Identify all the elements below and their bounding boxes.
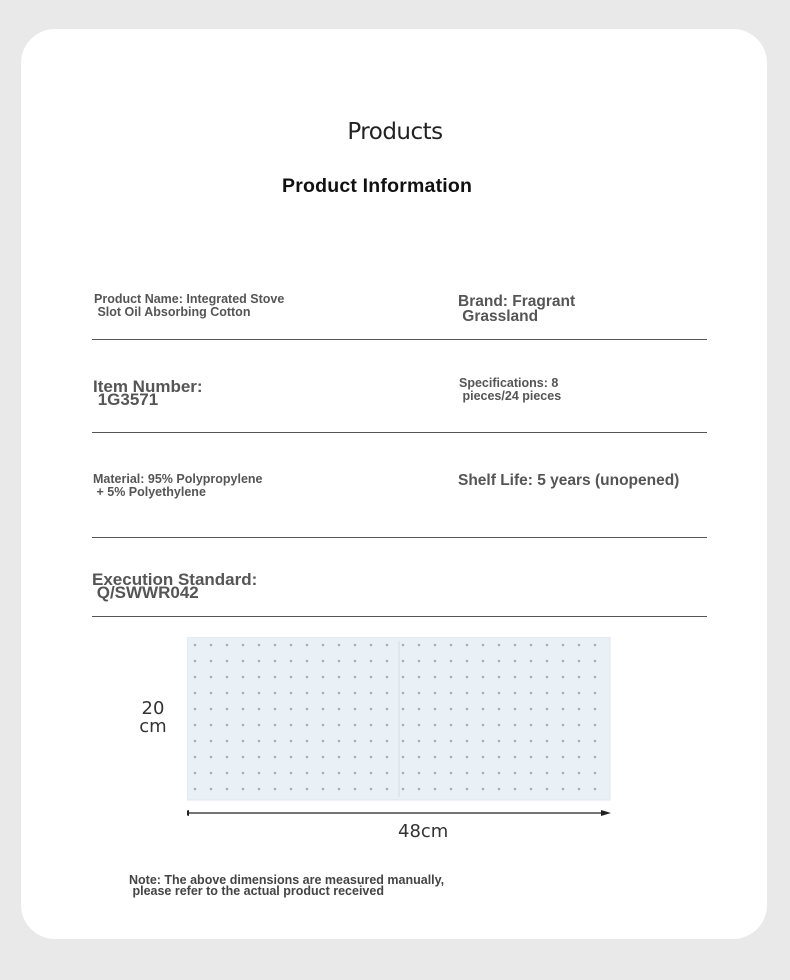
section-title: Product Information bbox=[282, 175, 473, 197]
divider bbox=[92, 339, 707, 340]
divider bbox=[92, 432, 707, 433]
material-field: Material: 95% Polypropylene + 5% Polyethylene bbox=[93, 472, 263, 499]
execution-standard-field: Execution Standard: Q/SWWR042 bbox=[92, 570, 258, 602]
height-value: 20 bbox=[141, 698, 165, 719]
product-info-card bbox=[21, 29, 767, 939]
pad-dimension-diagram bbox=[187, 637, 627, 837]
product-name-field: Product Name: Integrated Stove Slot Oil Absorbing Cotton bbox=[94, 292, 285, 319]
divider bbox=[92, 616, 707, 617]
brand-field: Brand: Fragrant Grassland bbox=[458, 293, 576, 325]
width-label: 48cm bbox=[398, 821, 449, 842]
item-number-field: Item Number: 1G3571 bbox=[93, 377, 203, 409]
height-label bbox=[139, 700, 167, 736]
height-unit: cm bbox=[139, 716, 167, 737]
measurement-note: Note: The above dimensions are measured manually, please refer to the actual product received bbox=[129, 873, 445, 898]
page-title: Products bbox=[347, 119, 443, 145]
shelf-life-field: Shelf Life: 5 years (unopened) bbox=[458, 472, 680, 489]
divider bbox=[92, 537, 707, 538]
specifications-field: Specifications: 8 pieces/24 pieces bbox=[459, 376, 562, 403]
